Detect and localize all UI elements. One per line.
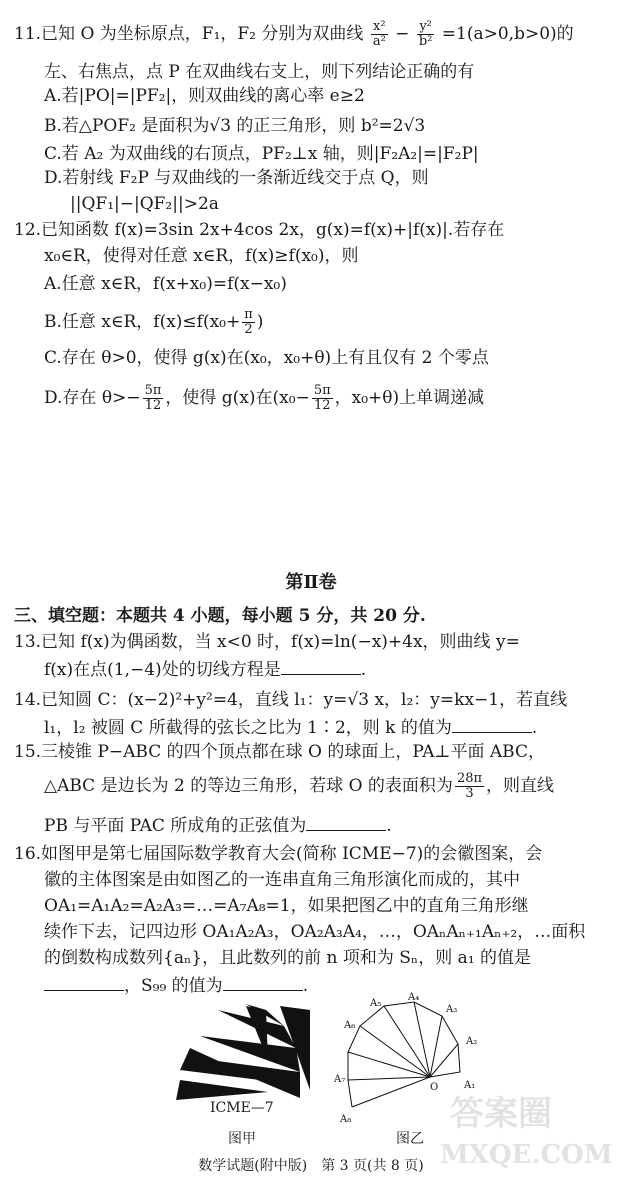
q14-end: . — [531, 718, 538, 738]
q12-b-text: B.任意 x∈R，f(x)≤f(x₀+ — [44, 312, 241, 332]
frac-den: b² — [418, 34, 433, 49]
fig1-label: ICME—7 — [210, 1100, 274, 1116]
q13-line1: 13.已知 f(x)为偶函数，当 x<0 时，f(x)=ln(−x)+4x，则曲线 y= — [14, 632, 520, 652]
q11-option-d: D.若射线 F₂P 与双曲线的一条渐近线交于点 Q，则 — [44, 168, 429, 188]
q14-line2 — [44, 714, 614, 740]
fig1-caption: 图甲 — [228, 1131, 256, 1147]
watermark-site: MXQE.COM — [440, 1140, 613, 1170]
q11-text: 11.已知 O 为坐标原点，F₁，F₂ 分别为双曲线 — [14, 24, 369, 44]
fraction — [455, 772, 484, 801]
q15-text: △ABC 是边长为 2 的等边三角形，若球 O 的表面积为 — [44, 776, 453, 796]
point-label: A₇ — [334, 1074, 346, 1085]
answer-blank[interactable] — [44, 972, 124, 991]
point-label: A₃ — [446, 1004, 458, 1015]
answer-blank[interactable] — [223, 972, 303, 991]
frac-den: 12 — [313, 398, 331, 413]
q16-end: . — [302, 976, 309, 996]
point-label: A₂ — [466, 1036, 478, 1047]
q16-line1: 16.如图甲是第七届国际数学教育大会(简称 ICME−7)的会徽图案，会 — [14, 844, 543, 864]
point-label: A₅ — [370, 998, 382, 1009]
q15-text-end: ，则直线 — [486, 776, 555, 796]
point-label: A₄ — [408, 992, 420, 1003]
q15-line2 — [44, 772, 614, 801]
q12-stem-line2: x₀∈R，使得对任意 x∈R，f(x)≥f(x₀)，则 — [44, 246, 359, 266]
point-label: A₁ — [464, 1080, 476, 1091]
q11-option-a: A.若|PO|=|PF₂|，则双曲线的离心率 e≥2 — [44, 86, 365, 106]
fig2-caption: 图乙 — [396, 1131, 424, 1147]
q12-option-a: A.任意 x∈R，f(x+x₀)=f(x−x₀) — [44, 274, 287, 294]
fraction — [312, 384, 333, 413]
q12-d-text-mid: ，使得 g(x)在(x₀− — [165, 388, 310, 408]
q14-line1: 14.已知圆 C：(x−2)²+y²=4，直线 l₁：y=√3 x，l₂：y=kx−1，若直线 — [14, 690, 568, 710]
spiral-line — [348, 1077, 430, 1080]
q12-option-c: C.存在 θ>0，使得 g(x)在(x₀，x₀+θ)上有且仅有 2 个零点 — [44, 348, 489, 368]
answer-blank[interactable] — [452, 714, 532, 733]
page-footer: 数学试题(附中版) 第 3 页(共 8 页) — [198, 1158, 424, 1174]
q12-option-b — [44, 308, 614, 337]
watermark-logo: 答案圈 — [450, 1094, 552, 1134]
minus-sign: − — [389, 24, 415, 44]
fraction — [143, 384, 164, 413]
q15-line1: 15.三棱锥 P−ABC 的四个顶点都在球 O 的球面上，PA⊥平面 ABC， — [14, 742, 546, 762]
q16-text: ，S₉₉ 的值为 — [124, 976, 223, 996]
spiral-line — [430, 1016, 442, 1077]
q12-b-text-end: ) — [256, 312, 264, 332]
q12-d-text: D.存在 θ>− — [44, 388, 141, 408]
part3-heading: 三、填空题：本题共 4 小题，每小题 5 分，共 20 分. — [14, 606, 426, 626]
fraction — [371, 20, 388, 49]
answer-blank[interactable] — [306, 812, 386, 831]
q16-line3: OA₁=A₁A₂=A₂A₃=…=A₇A₈=1，如果把图乙中的直角三角形继 — [44, 896, 529, 916]
frac-num: 5π — [313, 383, 331, 398]
frac-num: 5π — [144, 383, 162, 398]
spiral-line — [430, 1044, 458, 1077]
section-title: 第Ⅱ卷 — [285, 572, 337, 593]
q13-end: . — [360, 660, 367, 680]
spiral-line — [352, 1077, 430, 1107]
q11-stem-line2: 左、右焦点，点 P 在双曲线右支上，则下列结论正确的有 — [44, 62, 475, 82]
q16-line4: 续作下去，记四边形 OA₁A₂A₃，OA₂A₃A₄，…，OAₙAₙ₊₁Aₙ₊₂，…面积 — [44, 922, 586, 942]
logo-triangle — [176, 1080, 268, 1100]
answer-blank[interactable] — [281, 656, 361, 675]
q11-option-d-line2: ||QF₁|−|QF₂||>2a — [70, 194, 219, 214]
q16-line2: 徽的主体图案是由如图乙的一连串直角三角形演化而成的，其中 — [44, 870, 520, 890]
frac-num: y² — [417, 20, 435, 35]
point-label: A₆ — [344, 1020, 356, 1031]
q11-stem-line1 — [14, 20, 614, 49]
frac-den: 12 — [144, 398, 162, 413]
frac-num: 28π — [456, 771, 483, 786]
q11-text-end: =1(a>0,b>0)的 — [436, 24, 574, 44]
spiral-outline — [348, 1002, 460, 1107]
frac-num: x² — [371, 20, 388, 35]
q11-option-b: B.若△POF₂ 是面积为√3 的正三角形，则 b²=2√3 — [44, 116, 426, 136]
point-label: O — [430, 1082, 439, 1093]
q15-text3: PB 与平面 PAC 所成角的正弦值为 — [44, 816, 307, 836]
fraction — [417, 20, 435, 49]
q15-line3 — [44, 812, 614, 838]
frac-num: π — [244, 307, 253, 322]
q14-text: l₁，l₂ 被圆 C 所截得的弦长之比为 1∶2，则 k 的值为 — [44, 718, 452, 738]
frac-den: 3 — [465, 786, 474, 801]
q12-d-text-end: ，x₀+θ)上单调递减 — [334, 388, 485, 408]
q16-line6 — [44, 972, 614, 998]
frac-den: 2 — [244, 322, 253, 337]
q15-end: . — [386, 816, 392, 836]
frac-den: a² — [372, 34, 386, 49]
q12-stem-line1: 12.已知函数 f(x)=3sin 2x+4cos 2x，g(x)=f(x)+|f(x)|.若存在 — [14, 220, 505, 240]
spiral-line — [360, 1026, 430, 1077]
q12-option-d — [44, 384, 614, 413]
q13-line2 — [44, 656, 614, 682]
fraction — [242, 308, 255, 337]
spiral-line — [414, 1002, 430, 1077]
q16-line5: 的倒数构成数列{aₙ}，且此数列的前 n 项和为 Sₙ，则 a₁ 的值是 — [44, 948, 532, 968]
q13-text: f(x)在点(1,−4)处的切线方程是 — [44, 660, 281, 680]
q11-option-c: C.若 A₂ 为双曲线的右顶点，PF₂⊥x 轴，则|F₂A₂|=|F₂P| — [44, 144, 479, 164]
spiral-line — [348, 1052, 430, 1077]
point-label: A₈ — [340, 1114, 352, 1125]
spiral-line — [384, 1006, 430, 1077]
